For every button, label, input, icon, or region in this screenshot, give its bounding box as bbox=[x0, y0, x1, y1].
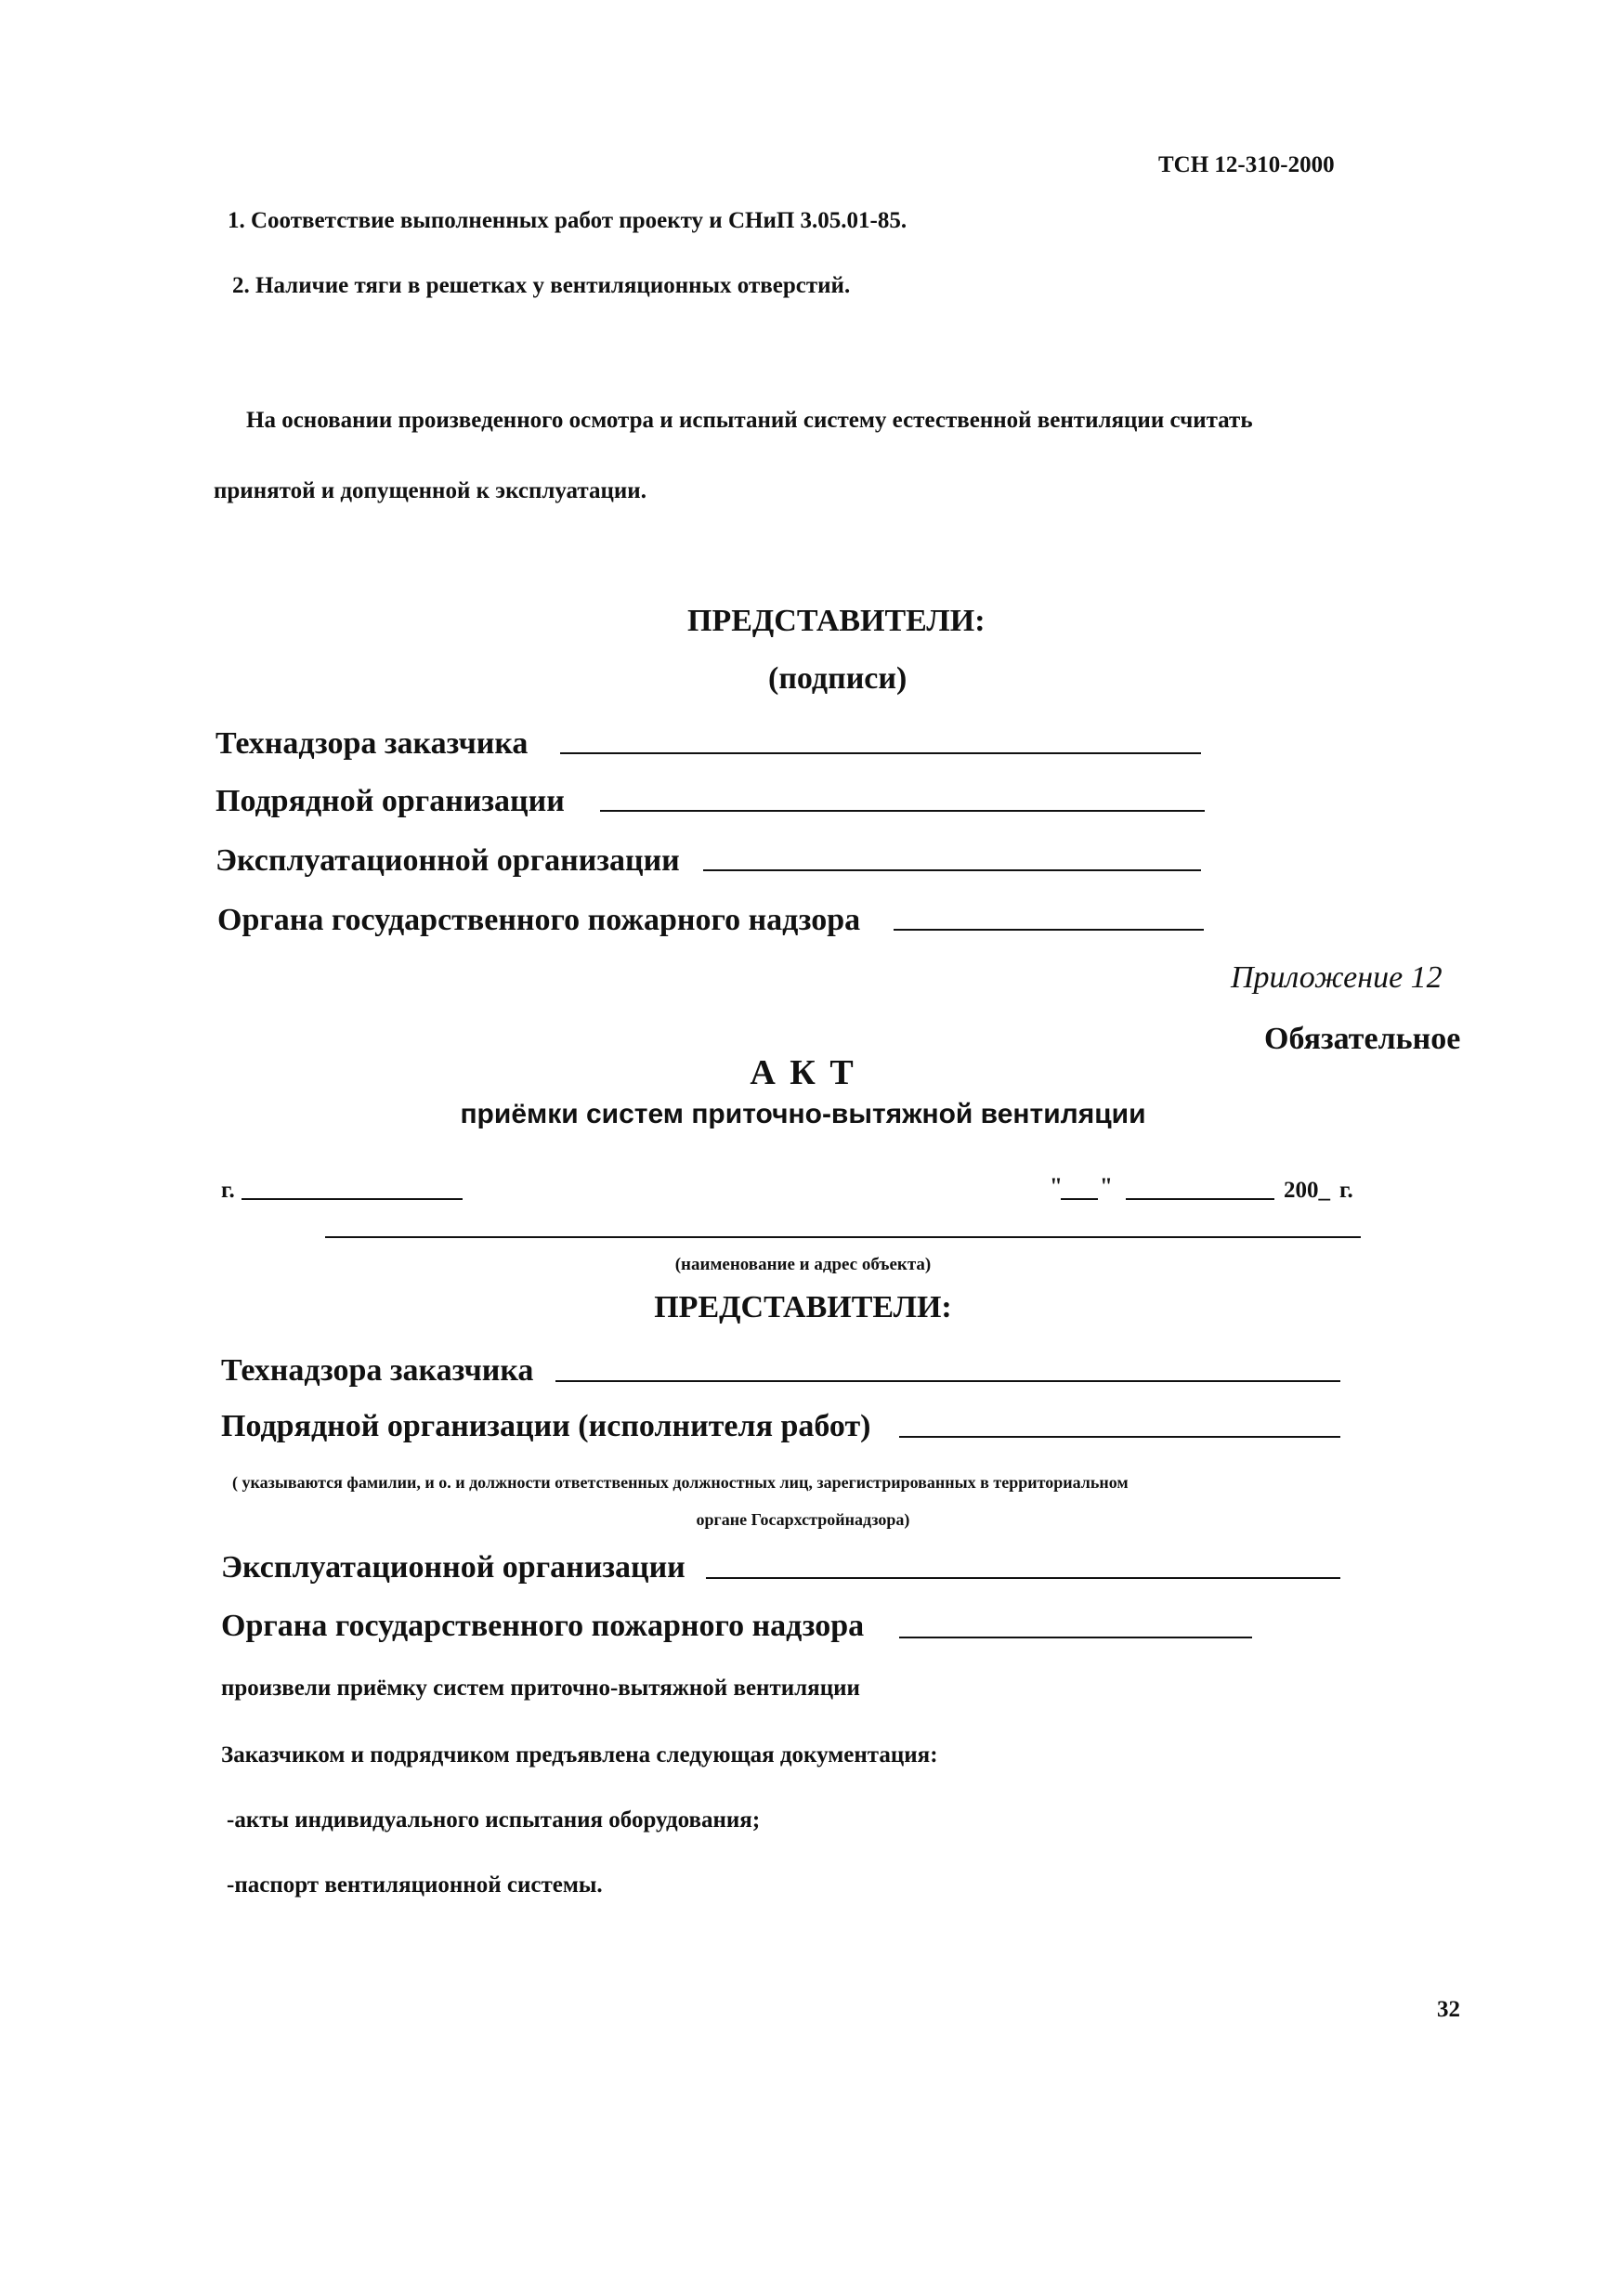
act-docs-intro: Заказчиком и подрядчиком предъявлена следующая документация: bbox=[221, 1742, 938, 1768]
act-title: А К Т bbox=[750, 1053, 856, 1092]
conclusion-line-1: На основании произведенного осмотра и испытаний систему естественной вентиляции считать bbox=[246, 408, 1253, 433]
date-year-suffix: г. bbox=[1339, 1178, 1353, 1203]
page-number: 32 bbox=[1437, 1997, 1460, 2022]
signature-line-fire-supervision bbox=[894, 929, 1204, 931]
act-line-operator bbox=[706, 1577, 1340, 1579]
act-doc-item-2: -паспорт вентиляционной системы. bbox=[227, 1872, 603, 1898]
sign-label-customer-supervision: Технадзора заказчика bbox=[215, 726, 529, 761]
sign-label-operator: Эксплуатационной организации bbox=[215, 843, 680, 878]
signature-line-contractor bbox=[600, 810, 1205, 812]
object-line bbox=[325, 1236, 1361, 1238]
document-code: ТСН 12-310-2000 bbox=[1158, 152, 1335, 177]
signature-line-customer-supervision bbox=[560, 752, 1201, 754]
sign-label-fire-supervision: Органа государственного пожарного надзора bbox=[217, 903, 861, 937]
act-line-contractor bbox=[899, 1436, 1340, 1438]
sign-label-contractor: Подрядной организации bbox=[215, 784, 565, 818]
check-item-1: 1. Соответствие выполненных работ проекту и СНиП 3.05.01-85. bbox=[228, 208, 907, 233]
appendix-status: Обязательное bbox=[1264, 1022, 1461, 1056]
representatives-heading: ПРЕДСТАВИТЕЛИ: bbox=[687, 604, 986, 638]
act-rep-contractor: Подрядной организации (исполнителя работ) bbox=[221, 1409, 871, 1443]
act-rep-customer-supervision: Технадзора заказчика bbox=[221, 1353, 534, 1388]
date-day-line bbox=[1061, 1198, 1098, 1200]
act-subtitle: приёмки систем приточно-вытяжной вентиляции bbox=[460, 1099, 1146, 1129]
object-caption: (наименование и адрес объекта) bbox=[674, 1255, 932, 1274]
signatures-subtitle: (подписи) bbox=[768, 661, 907, 696]
date-year: 200_ bbox=[1284, 1178, 1330, 1203]
act-rep-fire-supervision: Органа государственного пожарного надзора bbox=[221, 1609, 865, 1643]
conclusion-line-2: принятой и допущенной к эксплуатации. bbox=[214, 478, 646, 503]
city-line bbox=[242, 1198, 463, 1200]
act-rep-operator: Эксплуатационной организации bbox=[221, 1550, 685, 1585]
act-note-line-1: ( указываются фамилии, и о. и должности ответственных должностных лиц, зарегистрированных в территориальном bbox=[232, 1473, 1129, 1492]
act-doc-item-1: -акты индивидуального испытания оборудования; bbox=[227, 1807, 761, 1833]
appendix-label: Приложение 12 bbox=[1231, 960, 1443, 995]
date-quote-open: " bbox=[1050, 1174, 1063, 1199]
act-line-customer-supervision bbox=[555, 1380, 1340, 1382]
check-item-2: 2. Наличие тяги в решетках у вентиляционных отверстий. bbox=[232, 273, 851, 298]
date-quote-close: " bbox=[1100, 1174, 1113, 1199]
date-month-line bbox=[1126, 1198, 1274, 1200]
act-performed-text: произвели приёмку систем приточно-вытяжной вентиляции bbox=[221, 1676, 860, 1701]
act-representatives-heading: ПРЕДСТАВИТЕЛИ: bbox=[654, 1290, 952, 1324]
city-prefix: г. bbox=[221, 1178, 235, 1203]
act-line-fire-supervision bbox=[899, 1637, 1252, 1638]
act-note-line-2: органе Госархстройнадзора) bbox=[696, 1510, 910, 1529]
signature-line-operator bbox=[703, 869, 1201, 871]
